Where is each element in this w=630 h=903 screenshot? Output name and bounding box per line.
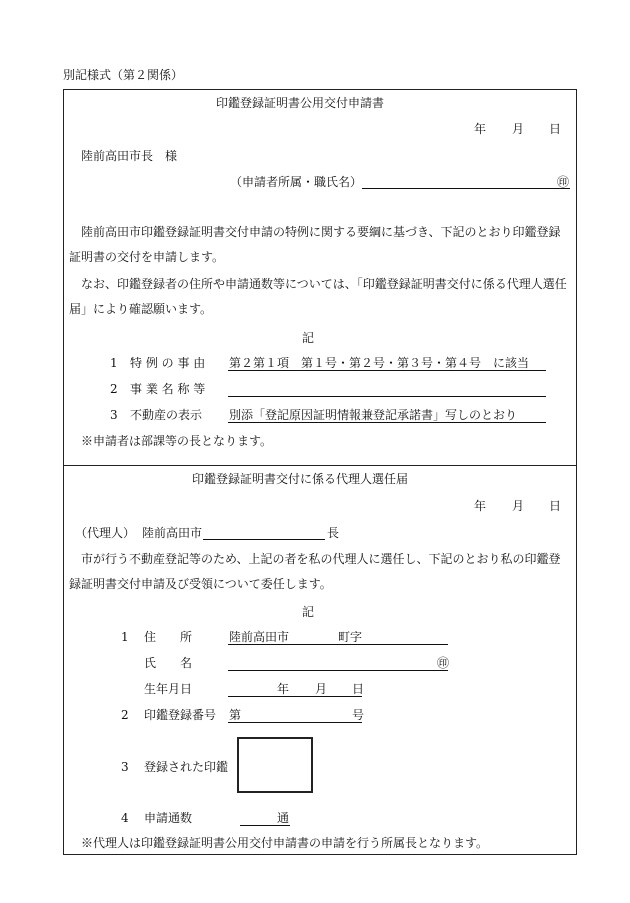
item3-label: 不動産の表示 [130, 408, 203, 422]
reg-label: 印鑑登録番号 [144, 708, 217, 722]
seal-label: 登録された印鑑 [144, 760, 229, 774]
section2-paragraph-line1: 市が行う不動産登記等のため、上記の者を私の代理人に選任し、下記のとおり私の印鑑登 [81, 552, 561, 566]
section1-date-year: 年 [474, 122, 487, 136]
item3-number: 3 [110, 408, 118, 422]
section2-title: 印鑑登録証明書交付に係る代理人選任届 [192, 472, 409, 486]
section2-note: ※代理人は印鑑登録証明書公用交付申請書の申請を行う所属長となります。 [81, 836, 489, 850]
address-city: 陸前高田市 [229, 630, 290, 644]
birth-year: 年 [277, 682, 290, 696]
item1-underline [228, 370, 546, 371]
name-seal-icon: ㊞ [437, 656, 450, 670]
birth-label: 生年月日 [144, 682, 193, 696]
name-label: 氏 名 [144, 656, 193, 670]
item2-number: 2 [110, 382, 118, 396]
item2-label: 事 業 名 称 等 [130, 382, 206, 396]
reg-number: 2 [121, 708, 129, 722]
reg-prefix: 第 [229, 708, 242, 722]
item3-underline [228, 422, 546, 423]
item2-field[interactable] [228, 396, 546, 397]
paragraph2-line1: なお、印鑑登録者の住所や申請通数等については、「印鑑登録証明書交付に係る代理人選任 [81, 277, 567, 291]
reg-suffix: 号 [352, 708, 365, 722]
ki-heading-1: 記 [302, 331, 315, 345]
birth-date-field[interactable] [228, 696, 362, 697]
copies-label: 申請通数 [144, 811, 193, 825]
name-field[interactable] [228, 670, 448, 671]
paragraph2-line2: 届」により確認願います。 [69, 302, 213, 316]
item3-value: 別添「登記原因証明情報兼登記承諾書」写しのとおり [229, 408, 518, 422]
applicant-name-field[interactable] [362, 188, 570, 189]
address-label: 住 所 [144, 630, 193, 644]
birth-month: 月 [315, 682, 328, 696]
item1-number: 1 [110, 356, 118, 370]
address-number: 1 [121, 630, 129, 644]
registered-seal-box[interactable] [237, 737, 313, 793]
item1-label: 特 例 の 事 由 [130, 356, 206, 370]
section1-note: ※申請者は部課等の長となります。 [81, 434, 273, 448]
copies-field[interactable] [240, 825, 290, 826]
agent-suffix: 長 [327, 526, 340, 540]
section2-date-day: 日 [549, 499, 562, 513]
address-field[interactable] [228, 644, 448, 645]
section-divider [63, 465, 577, 466]
seal-icon: ㊞ [557, 175, 570, 189]
address-town: 町字 [338, 630, 363, 644]
item1-value: 第２第１項 第１号・第２号・第３号・第４号 に該当 [229, 356, 530, 370]
agent-department-field[interactable] [203, 539, 325, 540]
section2-paragraph-line2: 録証明書交付申請及び受領について委任します。 [69, 577, 332, 591]
ki-heading-2: 記 [302, 605, 315, 619]
paragraph1-line1: 陸前高田市印鑑登録証明書交付申請の特例に関する要綱に基づき、下記のとおり印鑑登録 [81, 225, 561, 239]
paragraph1-line2: 証明書の交付を申請します。 [69, 250, 225, 264]
section1-title: 印鑑登録証明書公用交付申請書 [216, 96, 385, 110]
section2-date-year: 年 [474, 499, 487, 513]
copies-number: 4 [121, 811, 129, 825]
form-label: 別記様式（第２関係） [63, 68, 184, 82]
birth-day: 日 [352, 682, 365, 696]
applicant-label: （申請者所属・職氏名） [230, 175, 363, 189]
seal-number: 3 [121, 760, 129, 774]
addressee: 陸前高田市長 様 [81, 149, 178, 163]
agent-label: （代理人） [75, 526, 136, 540]
section1-date-day: 日 [549, 122, 562, 136]
copies-unit: 通 [277, 811, 290, 825]
section2-date-month: 月 [512, 499, 525, 513]
section1-date-month: 月 [512, 122, 525, 136]
agent-city: 陸前高田市 [142, 526, 203, 540]
reg-number-field[interactable] [228, 722, 362, 723]
